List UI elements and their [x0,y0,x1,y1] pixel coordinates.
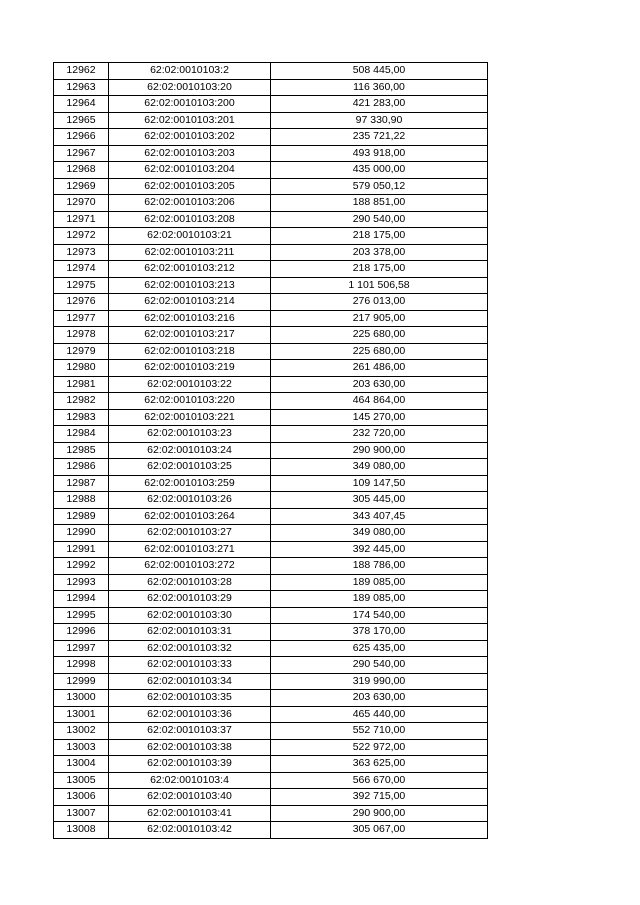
table-row [54,508,488,525]
cadastral-number-cell: 62:02:0010103:4 [109,772,271,789]
value-cell: 145 270,00 [271,409,488,426]
value-cell: 305 445,00 [271,492,488,509]
value-cell: 188 786,00 [271,558,488,575]
table-row [54,492,488,509]
value-cell: 97 330,90 [271,112,488,129]
cadastral-number-cell: 62:02:0010103:213 [109,277,271,294]
table-row [54,706,488,723]
table-row [54,129,488,146]
row-number-cell: 12988 [54,492,109,509]
table-row [54,772,488,789]
table-row [54,409,488,426]
cadastral-number-cell: 62:02:0010103:24 [109,442,271,459]
cadastral-number-cell: 62:02:0010103:37 [109,723,271,740]
row-number-cell: 12980 [54,360,109,377]
table-row [54,558,488,575]
cadastral-number-cell: 62:02:0010103:28 [109,574,271,591]
row-number-cell: 13004 [54,756,109,773]
table-row [54,211,488,228]
row-number-cell: 12963 [54,79,109,96]
row-number-cell: 12987 [54,475,109,492]
value-cell: 290 900,00 [271,805,488,822]
value-cell: 464 864,00 [271,393,488,410]
cadastral-number-cell: 62:02:0010103:208 [109,211,271,228]
value-cell: 116 360,00 [271,79,488,96]
row-number-cell: 12962 [54,63,109,80]
value-cell: 203 378,00 [271,244,488,261]
row-number-cell: 13005 [54,772,109,789]
row-number-cell: 12995 [54,607,109,624]
value-cell: 261 486,00 [271,360,488,377]
value-cell: 363 625,00 [271,756,488,773]
row-number-cell: 12985 [54,442,109,459]
cadastral-number-cell: 62:02:0010103:220 [109,393,271,410]
table-row [54,376,488,393]
cadastral-number-cell: 62:02:0010103:271 [109,541,271,558]
value-cell: 189 085,00 [271,574,488,591]
row-number-cell: 12966 [54,129,109,146]
cadastral-number-cell: 62:02:0010103:205 [109,178,271,195]
table-row [54,690,488,707]
table-row [54,228,488,245]
table-row [54,96,488,113]
table-row [54,79,488,96]
table-row [54,294,488,311]
row-number-cell: 12977 [54,310,109,327]
table-row [54,393,488,410]
value-cell: 189 085,00 [271,591,488,608]
row-number-cell: 13001 [54,706,109,723]
value-cell: 218 175,00 [271,261,488,278]
table-row [54,624,488,641]
cadastral-number-cell: 62:02:0010103:29 [109,591,271,608]
value-cell: 188 851,00 [271,195,488,212]
row-number-cell: 12984 [54,426,109,443]
table-row [54,244,488,261]
cadastral-value-table [53,62,488,839]
row-number-cell: 12991 [54,541,109,558]
table-row [54,63,488,80]
row-number-cell: 12993 [54,574,109,591]
table-row [54,739,488,756]
row-number-cell: 12999 [54,673,109,690]
table-row [54,162,488,179]
value-cell: 552 710,00 [271,723,488,740]
table-row [54,195,488,212]
table-row [54,789,488,806]
row-number-cell: 12979 [54,343,109,360]
row-number-cell: 13008 [54,822,109,839]
table-row [54,327,488,344]
table-row [54,591,488,608]
cadastral-number-cell: 62:02:0010103:264 [109,508,271,525]
table-row [54,310,488,327]
row-number-cell: 12982 [54,393,109,410]
row-number-cell: 12971 [54,211,109,228]
cadastral-number-cell: 62:02:0010103:200 [109,96,271,113]
cadastral-number-cell: 62:02:0010103:211 [109,244,271,261]
row-number-cell: 12981 [54,376,109,393]
row-number-cell: 12967 [54,145,109,162]
row-number-cell: 12996 [54,624,109,641]
table-row [54,607,488,624]
value-cell: 421 283,00 [271,96,488,113]
value-cell: 493 918,00 [271,145,488,162]
value-cell: 378 170,00 [271,624,488,641]
row-number-cell: 12989 [54,508,109,525]
cadastral-number-cell: 62:02:0010103:23 [109,426,271,443]
table-row [54,475,488,492]
value-cell: 522 972,00 [271,739,488,756]
table-row [54,277,488,294]
value-cell: 465 440,00 [271,706,488,723]
row-number-cell: 12978 [54,327,109,344]
value-cell: 203 630,00 [271,376,488,393]
value-cell: 235 721,22 [271,129,488,146]
table-row [54,426,488,443]
cadastral-number-cell: 62:02:0010103:32 [109,640,271,657]
value-cell: 566 670,00 [271,772,488,789]
table-row [54,112,488,129]
cadastral-number-cell: 62:02:0010103:272 [109,558,271,575]
table-row [54,574,488,591]
row-number-cell: 12986 [54,459,109,476]
value-cell: 625 435,00 [271,640,488,657]
value-cell: 392 445,00 [271,541,488,558]
table-row [54,459,488,476]
row-number-cell: 12973 [54,244,109,261]
row-number-cell: 13006 [54,789,109,806]
table-row [54,541,488,558]
value-cell: 1 101 506,58 [271,277,488,294]
cadastral-number-cell: 62:02:0010103:36 [109,706,271,723]
value-cell: 290 900,00 [271,442,488,459]
table-row [54,756,488,773]
table-row [54,360,488,377]
row-number-cell: 12968 [54,162,109,179]
row-number-cell: 12975 [54,277,109,294]
cadastral-number-cell: 62:02:0010103:206 [109,195,271,212]
row-number-cell: 12964 [54,96,109,113]
cadastral-number-cell: 62:02:0010103:214 [109,294,271,311]
value-cell: 349 080,00 [271,459,488,476]
cadastral-number-cell: 62:02:0010103:25 [109,459,271,476]
value-cell: 109 147,50 [271,475,488,492]
value-cell: 276 013,00 [271,294,488,311]
table-row [54,723,488,740]
value-cell: 218 175,00 [271,228,488,245]
table-row [54,640,488,657]
cadastral-number-cell: 62:02:0010103:212 [109,261,271,278]
row-number-cell: 12997 [54,640,109,657]
table-row [54,261,488,278]
cadastral-number-cell: 62:02:0010103:38 [109,739,271,756]
row-number-cell: 13007 [54,805,109,822]
value-cell: 349 080,00 [271,525,488,542]
cadastral-number-cell: 62:02:0010103:216 [109,310,271,327]
value-cell: 508 445,00 [271,63,488,80]
row-number-cell: 12970 [54,195,109,212]
table-row [54,822,488,839]
table-row [54,657,488,674]
cadastral-number-cell: 62:02:0010103:35 [109,690,271,707]
value-cell: 319 990,00 [271,673,488,690]
value-cell: 290 540,00 [271,211,488,228]
cadastral-number-cell: 62:02:0010103:40 [109,789,271,806]
cadastral-number-cell: 62:02:0010103:41 [109,805,271,822]
cadastral-number-cell: 62:02:0010103:39 [109,756,271,773]
cadastral-number-cell: 62:02:0010103:33 [109,657,271,674]
row-number-cell: 13000 [54,690,109,707]
cadastral-number-cell: 62:02:0010103:20 [109,79,271,96]
table-row [54,145,488,162]
cadastral-number-cell: 62:02:0010103:21 [109,228,271,245]
value-cell: 435 000,00 [271,162,488,179]
row-number-cell: 12998 [54,657,109,674]
cadastral-number-cell: 62:02:0010103:203 [109,145,271,162]
value-cell: 579 050,12 [271,178,488,195]
value-cell: 290 540,00 [271,657,488,674]
value-cell: 305 067,00 [271,822,488,839]
table-row [54,178,488,195]
table-row [54,525,488,542]
value-cell: 217 905,00 [271,310,488,327]
value-cell: 225 680,00 [271,343,488,360]
cadastral-number-cell: 62:02:0010103:27 [109,525,271,542]
cadastral-number-cell: 62:02:0010103:201 [109,112,271,129]
cadastral-number-cell: 62:02:0010103:221 [109,409,271,426]
row-number-cell: 12974 [54,261,109,278]
row-number-cell: 12976 [54,294,109,311]
value-cell: 203 630,00 [271,690,488,707]
cadastral-number-cell: 62:02:0010103:204 [109,162,271,179]
cadastral-number-cell: 62:02:0010103:259 [109,475,271,492]
cadastral-number-cell: 62:02:0010103:202 [109,129,271,146]
cadastral-number-cell: 62:02:0010103:30 [109,607,271,624]
row-number-cell: 12965 [54,112,109,129]
cadastral-number-cell: 62:02:0010103:218 [109,343,271,360]
cadastral-number-cell: 62:02:0010103:22 [109,376,271,393]
row-number-cell: 12994 [54,591,109,608]
row-number-cell: 12972 [54,228,109,245]
cadastral-number-cell: 62:02:0010103:26 [109,492,271,509]
row-number-cell: 12990 [54,525,109,542]
row-number-cell: 12969 [54,178,109,195]
table-body [54,63,488,839]
row-number-cell: 12992 [54,558,109,575]
cadastral-number-cell: 62:02:0010103:31 [109,624,271,641]
value-cell: 343 407,45 [271,508,488,525]
value-cell: 174 540,00 [271,607,488,624]
cadastral-number-cell: 62:02:0010103:217 [109,327,271,344]
cadastral-number-cell: 62:02:0010103:219 [109,360,271,377]
cadastral-number-cell: 62:02:0010103:42 [109,822,271,839]
value-cell: 392 715,00 [271,789,488,806]
table-row [54,442,488,459]
row-number-cell: 13002 [54,723,109,740]
row-number-cell: 12983 [54,409,109,426]
value-cell: 232 720,00 [271,426,488,443]
cadastral-number-cell: 62:02:0010103:34 [109,673,271,690]
table-row [54,673,488,690]
row-number-cell: 13003 [54,739,109,756]
value-cell: 225 680,00 [271,327,488,344]
cadastral-number-cell: 62:02:0010103:2 [109,63,271,80]
table-row [54,805,488,822]
table-row [54,343,488,360]
